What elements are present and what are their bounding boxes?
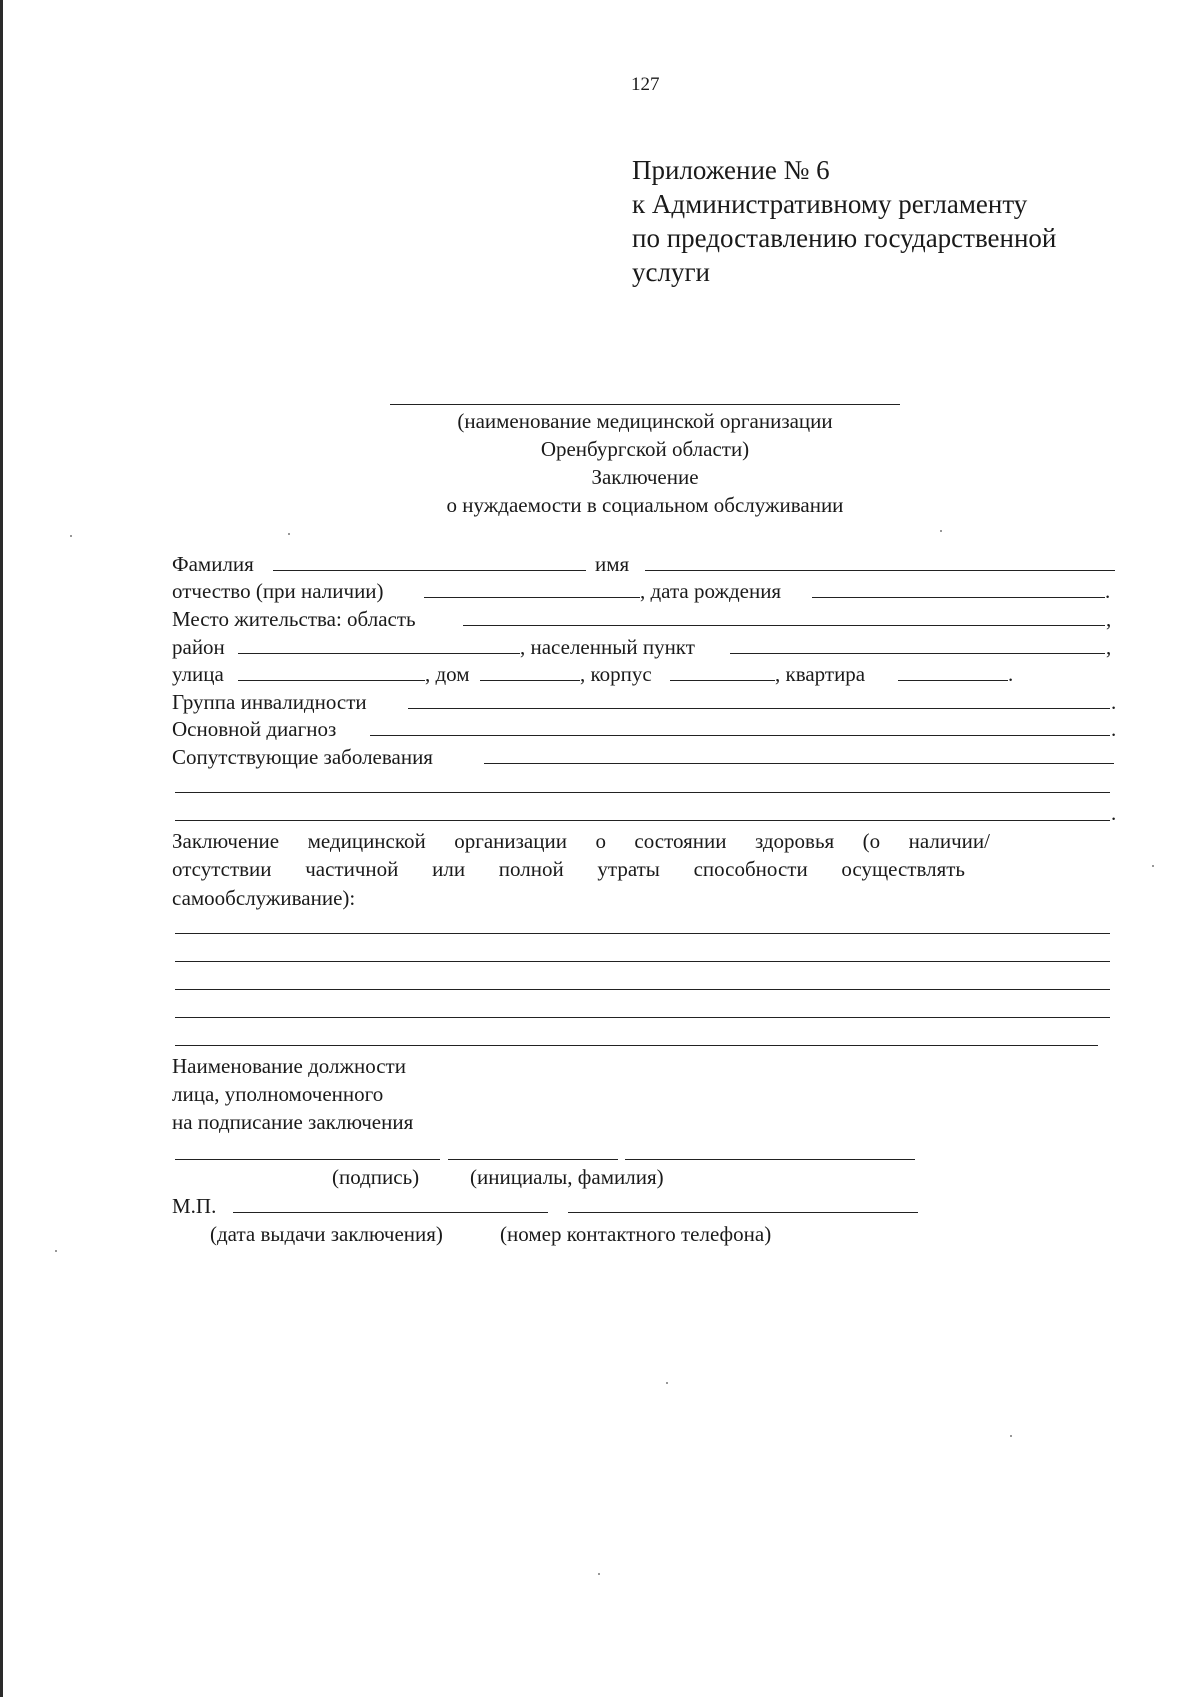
appendix-line-2: к Административному регламенту [632, 189, 1028, 219]
document-title: Заключение [591, 465, 699, 489]
phone-blank[interactable] [568, 1212, 918, 1213]
disability-group-field[interactable] [408, 708, 1110, 709]
page-number: 127 [631, 74, 660, 95]
scan-speck [666, 1382, 668, 1384]
house-label: , дом [425, 662, 470, 686]
patronymic-field[interactable] [424, 597, 640, 598]
scan-speck [940, 530, 942, 532]
appendix-line-1: Приложение № 6 [632, 155, 830, 185]
house-field[interactable] [480, 680, 580, 681]
conclusion-line-2: отсутствии частичной или полной утраты способности осуществлять [172, 857, 965, 881]
diagnosis-period: . [1111, 717, 1117, 741]
appendix-line-4: услуги [632, 257, 710, 287]
apartment-label: , квартира [775, 662, 866, 686]
scan-speck [1152, 865, 1154, 867]
conclusion-line-blank-5[interactable] [175, 1045, 1098, 1046]
scan-speck [598, 1573, 600, 1575]
initials-surname-blank[interactable] [625, 1159, 915, 1160]
birth-date-label: , дата рождения [640, 579, 782, 603]
residence-region-field[interactable] [463, 625, 1105, 626]
main-diagnosis-label: Основной диагноз [172, 717, 337, 741]
settlement-comma: , [1106, 635, 1112, 659]
comorbidities-period: . [1111, 801, 1117, 825]
street-field[interactable] [238, 680, 425, 681]
conclusion-line-blank-4[interactable] [175, 1017, 1110, 1018]
conclusion-line-1: Заключение медицинской организации о состоянии здоровья (о наличии/ [172, 829, 990, 853]
position-blank[interactable] [175, 1159, 440, 1160]
comorbidities-label: Сопутствующие заболевания [172, 745, 433, 769]
settlement-label: , населенный пункт [520, 635, 695, 659]
document-subtitle: о нуждаемости в социальном обслуживании [446, 493, 844, 517]
street-label: улица [172, 662, 224, 686]
name-field[interactable] [645, 570, 1115, 571]
comorbidities-field[interactable] [484, 763, 1114, 764]
issue-date-caption: (дата выдачи заключения) [210, 1222, 443, 1246]
scan-speck [288, 533, 290, 535]
conclusion-line-blank-2[interactable] [175, 961, 1110, 962]
signature-caption: (подпись) [332, 1165, 420, 1189]
issue-date-blank[interactable] [233, 1212, 548, 1213]
scan-speck [70, 535, 72, 537]
apartment-period: . [1008, 662, 1014, 686]
signature-blank[interactable] [448, 1159, 618, 1160]
region-comma: , [1106, 607, 1112, 631]
disability-period: . [1111, 690, 1117, 714]
signatory-line-3: на подписание заключения [172, 1110, 414, 1134]
patronymic-label: отчество (при наличии) [172, 579, 384, 603]
page-left-edge [0, 0, 3, 1697]
birth-date-field[interactable] [812, 597, 1105, 598]
birth-date-period: . [1105, 579, 1111, 603]
appendix-header [632, 153, 1056, 289]
signatory-line-2: лица, уполномоченного [172, 1082, 384, 1106]
residence-region-label: Место жительства: область [172, 607, 416, 631]
signatory-line-1: Наименование должности [172, 1054, 406, 1078]
building-label: , корпус [580, 662, 652, 686]
comorbidities-line-2[interactable] [175, 792, 1110, 793]
settlement-field[interactable] [730, 653, 1105, 654]
org-name-blank[interactable] [390, 404, 900, 405]
org-caption-line-1: (наименование медицинской организации [457, 409, 833, 433]
comorbidities-line-3[interactable] [175, 820, 1110, 821]
conclusion-line-blank-1[interactable] [175, 933, 1110, 934]
surname-field[interactable] [273, 570, 586, 571]
surname-label: Фамилия [172, 552, 254, 576]
appendix-line-3: по предоставлению государственной [632, 223, 1057, 253]
phone-caption: (номер контактного телефона) [500, 1222, 772, 1246]
scan-speck [55, 1250, 57, 1252]
name-label: имя [595, 552, 630, 576]
building-field[interactable] [670, 680, 775, 681]
main-diagnosis-field[interactable] [370, 735, 1110, 736]
scan-speck [1010, 1435, 1012, 1437]
district-label: район [172, 635, 225, 659]
district-field[interactable] [238, 653, 520, 654]
conclusion-line-blank-3[interactable] [175, 989, 1110, 990]
stamp-label: М.П. [172, 1194, 217, 1218]
conclusion-line-3: самообслуживание): [172, 886, 356, 910]
disability-group-label: Группа инвалидности [172, 690, 367, 714]
initials-caption: (инициалы, фамилия) [470, 1165, 664, 1189]
apartment-field[interactable] [898, 680, 1008, 681]
org-caption-line-2: Оренбургской области) [540, 437, 750, 461]
